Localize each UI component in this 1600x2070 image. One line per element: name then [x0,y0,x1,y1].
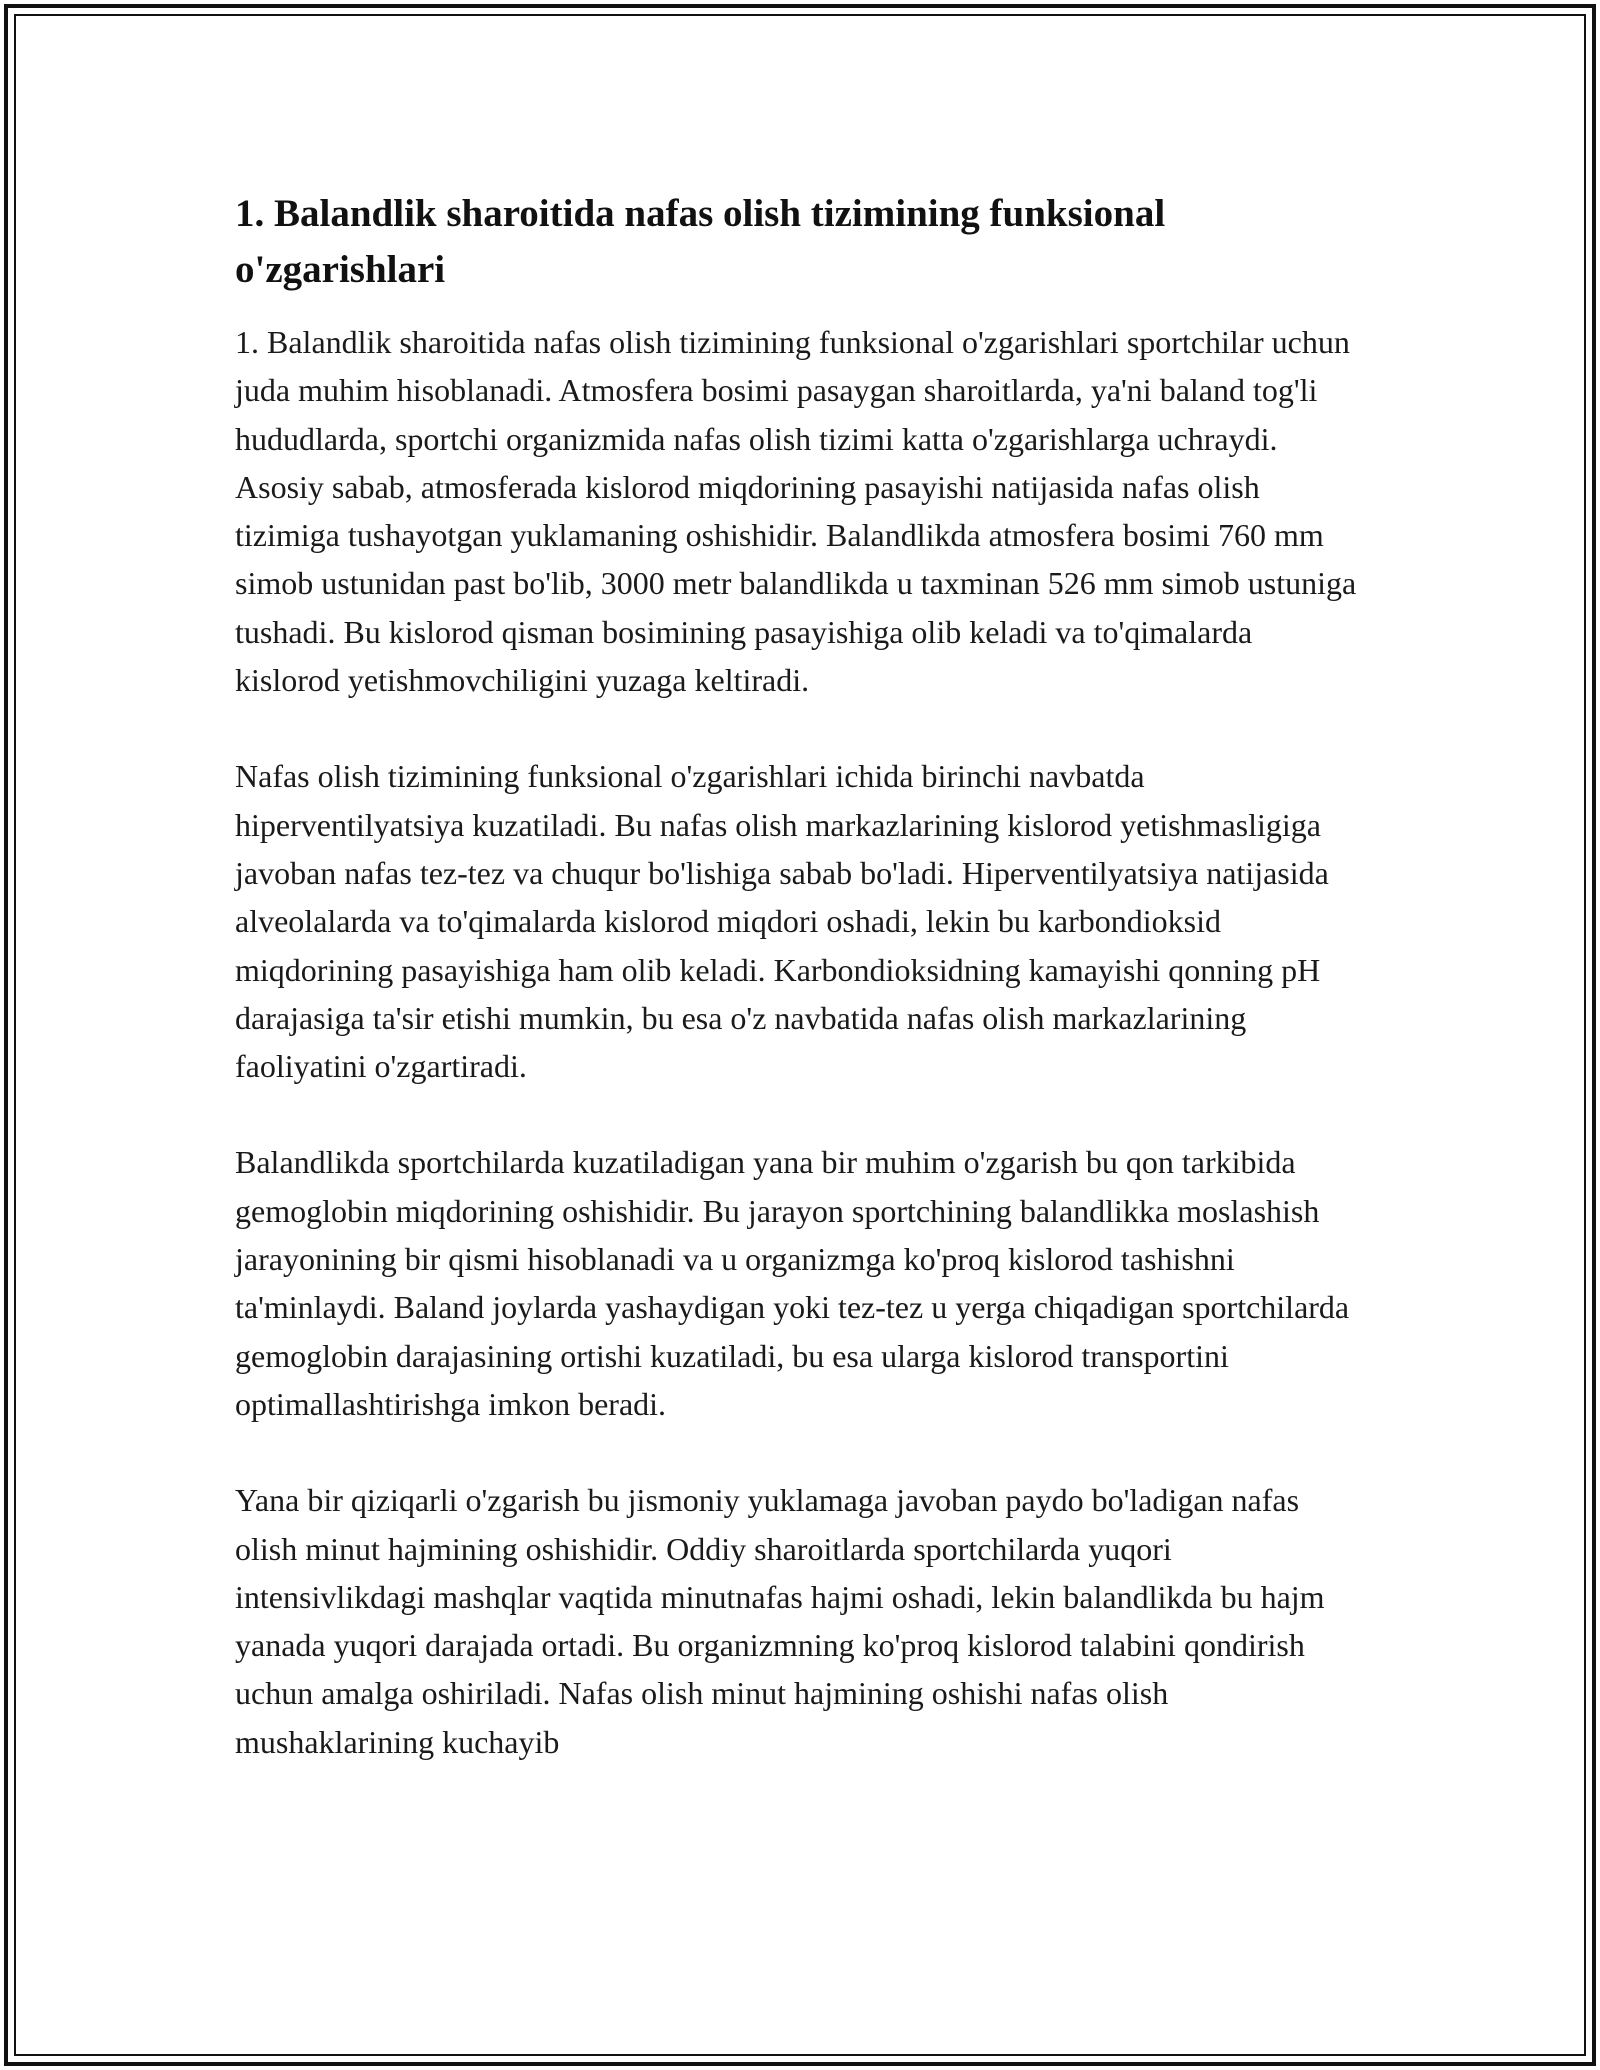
page-title: 1. Balandlik sharoitida nafas olish tizimining funksional o'zgarishlari [235,192,1166,291]
paragraph-4: Yana bir qiziqarli o'zgarish bu jismoniy yuklamaga javoban paydo bo'ladigan nafas olish minut hajmining oshishidir. Oddiy sharoitlarda sportchilarda yuqori intensivlikdagi mashqlar vaqtida minutnafas hajmi oshadi, lekin balandlikda bu hajm yanada yuqori darajada ortadi. Bu organizmning ko'proq kislorod talabini qondirish uchun amalga oshiriladi. Nafas olish minut hajmining oshishi nafas olish mushaklarining kuchayib [235,1482,1325,1760]
document-body [235,186,1365,1766]
paragraph-1: 1. Balandlik sharoitida nafas olish tizimining funksional o'zgarishlari sportchilar uchun juda muhim hisoblanadi. Atmosfera bosimi pasaygan sharoitlarda, ya'ni baland tog'li hududlarda, sportchi organizmida nafas olish tizimi katta o'zgarishlarga uchraydi. Asosiy sabab, atmosferada kislorod miqdorining pasayishi natijasida nafas olish tizimiga tushayotgan yuklamaning oshishidir. Balandlikda atmosfera bosimi 760 mm simob ustunidan past bo'lib, 3000 metr balandlikda u taxminan 526 mm simob ustuniga tushadi. Bu kislorod qisman bosimining pasayishiga olib keladi va to'qimalarda kislorod yetishmovchiligini yuzaga keltiradi. [235,324,1357,699]
paragraph-2: Nafas olish tizimining funksional o'zgarishlari ichida birinchi navbatda hiperventilyatsiya kuzatiladi. Bu nafas olish markazlarining kislorod yetishmasligiga javoban nafas tez-tez va chuqur bo'lishiga sabab bo'ladi. Hiperventilyatsiya natijasida alveolalarda va to'qimalarda kislorod miqdori oshadi, lekin bu karbondioksid miqdorining pasayishiga ham olib keladi. Karbondioksidning kamayishi qonning pH darajasiga ta'sir etishi mumkin, bu esa o'z navbatida nafas olish markazlarining faoliyatini o'zgartiradi. [235,758,1329,1085]
paragraph-3: Balandlikda sportchilarda kuzatiladigan yana bir muhim o'zgarish bu qon tarkibida gemoglobin miqdorining oshishidir. Bu jarayon sportchining balandlikka moslashish jarayonining bir qismi hisoblanadi va u organizmga ko'proq kislorod tashishni ta'minlaydi. Baland joylarda yashaydigan yoki tez-tez u yerga chiqadigan sportchilarda gemoglobin darajasining ortishi kuzatiladi, bu esa ularga kislorod transportini optimallashtirishga imkon beradi. [235,1144,1350,1422]
